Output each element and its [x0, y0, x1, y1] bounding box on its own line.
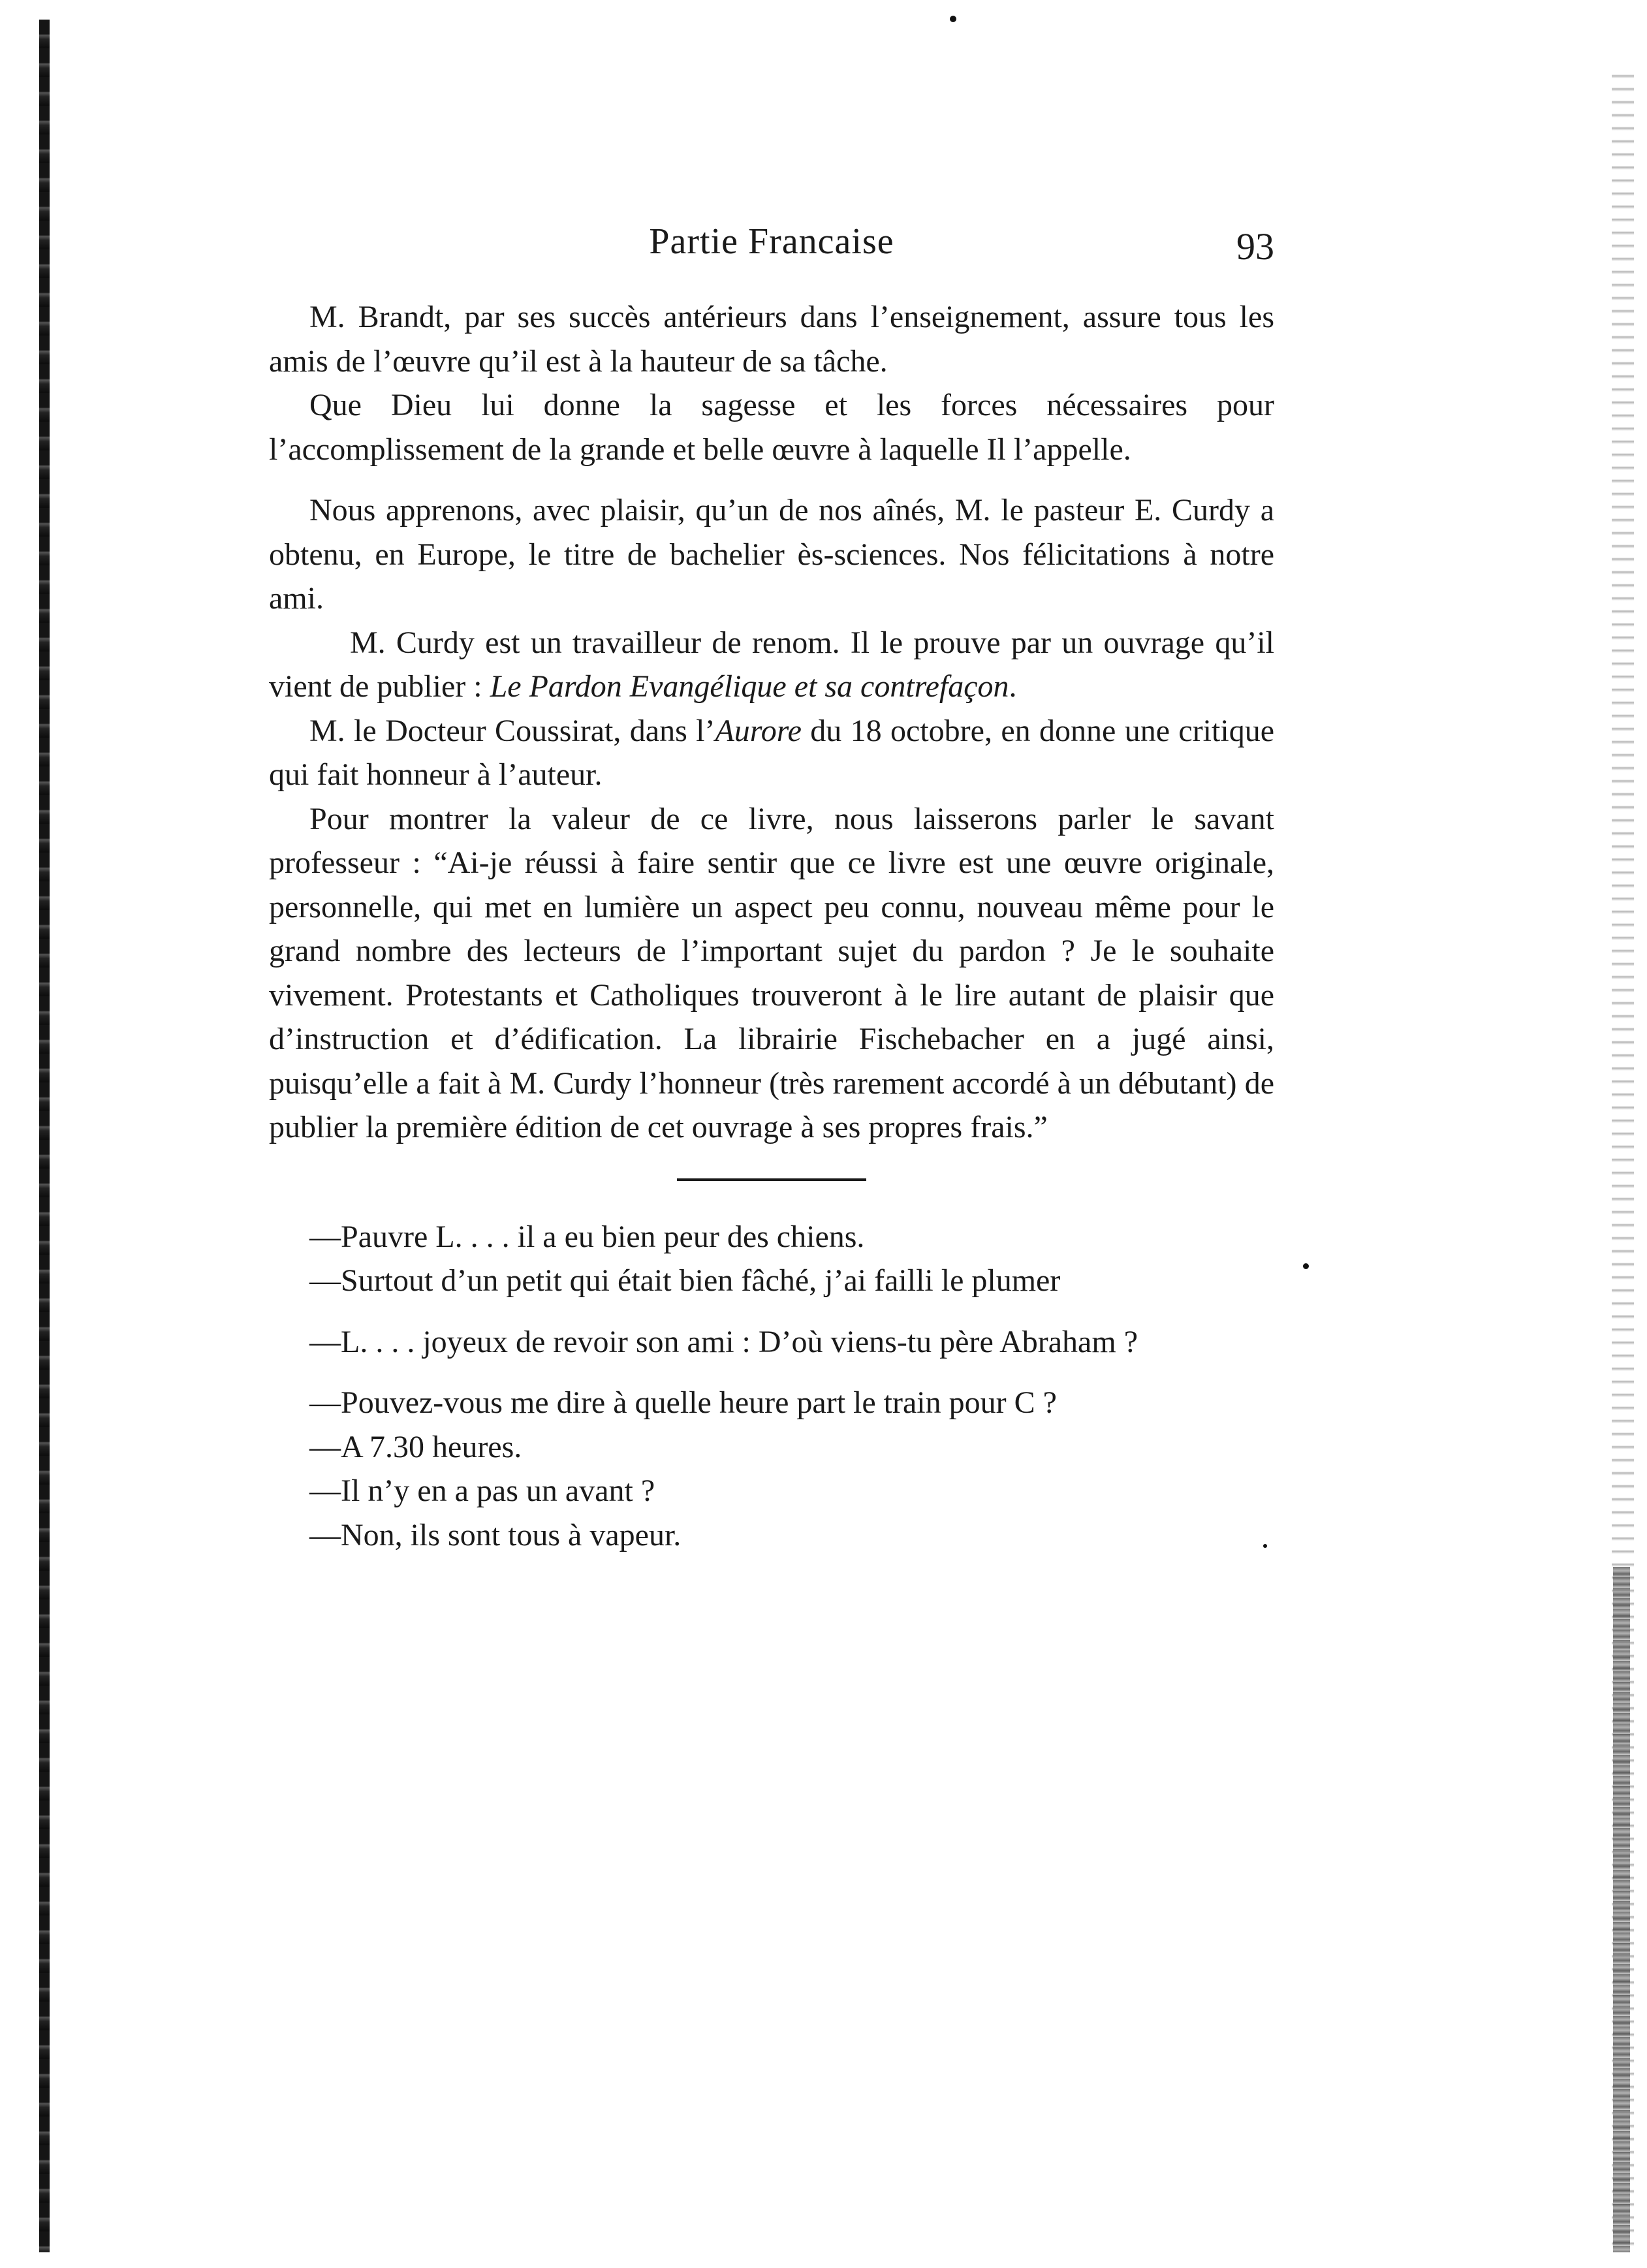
dialogue-train — [269, 1381, 1274, 1557]
page-number: 93 — [1236, 225, 1274, 268]
paragraph-prayer: Que Dieu lui donne la sagesse et les forces nécessaires pour l’accomplissement de la grande et belle œuvre à laquelle Il l’appelle. — [269, 388, 1274, 467]
speck-top — [950, 16, 956, 22]
running-head: Partie Francaise — [649, 221, 894, 262]
review-text-after: du 18 octobre, en donne une critique qui fait honneur à l’auteur. — [269, 713, 1274, 792]
review-text-before: M. le Docteur Coussirat, dans l’ — [309, 713, 715, 748]
speck-middle — [1303, 1263, 1309, 1269]
page-edge-right-lower — [1613, 1567, 1630, 2252]
book-spine-edge — [39, 20, 50, 2252]
dialogue-line: —A 7.30 heures. — [309, 1429, 522, 1464]
paragraph-brandt: M. Brandt, par ses succès antérieurs dans l’enseignement, assure tous les amis de l’œuvre qu’il est à la hauteur de sa tâche. — [269, 300, 1274, 379]
book-text-after: . — [1009, 669, 1017, 704]
book-text-before: M. Curdy est un travailleur de renom. Il le prouve par un ouvrage qu’il vient de publier : — [269, 625, 1274, 704]
paragraph-coussirat — [269, 709, 1274, 797]
section-divider — [677, 1178, 866, 1181]
page-body — [269, 295, 1274, 1557]
dialogue-line: —Il n’y en a pas un avant ? — [309, 1473, 655, 1508]
paragraph-quote: Pour montrer la valeur de ce livre, nous laisserons parler le savant professeur : “Ai-je réussi à faire sentir que ce livre est une œuvre originale, personnelle, qui met en lumière un aspect peu connu, nouveau même pour le grand nombre des lecteurs de l’important sujet du pardon ? Je le souhaite vivement. Protestants et Catholiques trouveront à le lire autant de plaisir que d’instruction et d’édification. La librairie Fischebacher en a jugé ainsi, puisqu’elle a fait à M. Curdy l’honneur (très rarement accordé à un débutant) de publier la première édition de cet ouvrage à ses propres frais.” — [269, 801, 1274, 1144]
book-title: Le Pardon Evangélique et sa contrefaçon — [490, 669, 1009, 704]
dialogue-line: —Non, ils sont tous à vapeur. — [309, 1517, 682, 1552]
page-header — [269, 221, 1274, 279]
dialogue-line: —Surtout d’un petit qui était bien fâché, j’ai failli le plumer — [309, 1263, 1061, 1298]
journal-title: Aurore — [715, 713, 802, 748]
dialogue-line: —Pouvez-vous me dire à quelle heure part le train pour C ? — [309, 1385, 1057, 1420]
paragraph-curdy-book — [269, 621, 1274, 709]
paragraph-curdy-degree: Nous apprenons, avec plaisir, qu’un de nos aînés, M. le pasteur E. Curdy a obtenu, en Europe, le titre de bachelier ès-sciences. Nos félicitations à notre ami. — [269, 493, 1274, 616]
dialogue-line: —Pauvre L. . . . il a eu bien peur des chiens. — [309, 1219, 865, 1254]
dialogue-dogs — [269, 1215, 1274, 1303]
dialogue-abraham: —L. . . . joyeux de revoir son ami : D’où viens-tu père Abraham ? — [309, 1324, 1138, 1359]
